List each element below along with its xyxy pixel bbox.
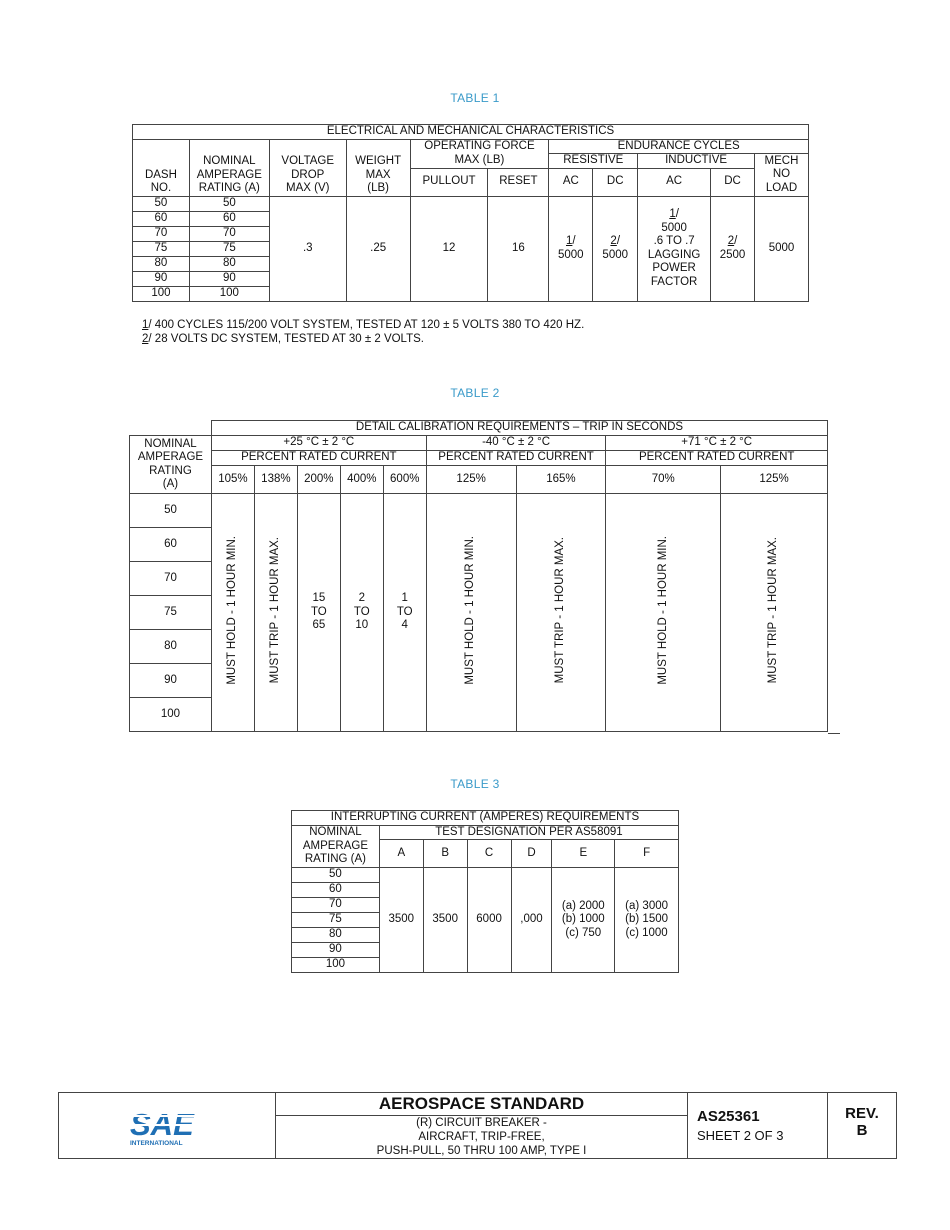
svg-text:SAE: SAE <box>130 1107 194 1142</box>
footnote-2: 2/ 28 VOLTS DC SYSTEM, TESTED AT 30 ± 2 VOLTS. <box>142 333 424 345</box>
document-description: (R) CIRCUIT BREAKER - AIRCRAFT, TRIP-FREE, PUSH-PULL, 50 THRU 100 AMP, TYPE I <box>376 1117 587 1157</box>
amp-cell: 70 <box>189 226 269 241</box>
mech-no-load-value: 5000 <box>754 196 808 301</box>
dash-cell: 70 <box>133 226 190 241</box>
blank-corner <box>130 421 212 436</box>
header-a: A <box>379 840 423 868</box>
standard-title: AEROSPACE STANDARD <box>276 1093 687 1116</box>
header-voltage-drop: VOLTAGE DROP MAX (V) <box>269 139 346 196</box>
resistive-ac-value: 1/ 5000 <box>549 196 593 301</box>
voltage-drop-value: .3 <box>269 196 346 301</box>
table-1 <box>132 124 809 302</box>
must-hold-105: MUST HOLD - 1 HOUR MIN. <box>211 494 254 732</box>
rating-cell: 80 <box>292 928 380 943</box>
header-temp-minus40: -40 °C ± 2 °C <box>426 436 606 451</box>
header-nominal-amperage: NOMINAL AMPERAGE RATING (A) <box>292 825 380 868</box>
must-trip-cold-165: MUST TRIP - 1 HOUR MAX. <box>516 494 606 732</box>
value-c: 6000 <box>467 868 511 973</box>
dash-cell: 80 <box>133 256 190 271</box>
reset-value: 16 <box>488 196 549 301</box>
pct-125-cold: 125% <box>426 466 516 494</box>
value-d: ,000 <box>511 868 552 973</box>
rating-cell: 80 <box>130 630 212 664</box>
must-trip-hot-125: MUST TRIP - 1 HOUR MAX. <box>721 494 828 732</box>
weight-value: .25 <box>346 196 410 301</box>
header-b: B <box>423 840 467 868</box>
header-inductive: INDUCTIVE <box>638 154 755 169</box>
header-resistive-ac: AC <box>549 168 593 196</box>
revision: REV. B <box>845 1105 879 1139</box>
header-operating-force: OPERATING FORCE MAX (LB) <box>410 139 549 168</box>
pct-138: 138% <box>254 466 297 494</box>
header-reset: RESET <box>488 168 549 196</box>
inductive-ac-value: 1/ 5000 .6 TO .7 LAGGING POWER FACTOR <box>638 196 711 301</box>
dash-cell: 75 <box>133 241 190 256</box>
header-d: D <box>511 840 552 868</box>
svg-text:INTERNATIONAL: INTERNATIONAL <box>130 1140 183 1147</box>
header-nominal-amperage: NOMINAL AMPERAGE RATING (A) <box>130 436 212 494</box>
title-cell <box>276 1093 688 1158</box>
must-trip-138: MUST TRIP - 1 HOUR MAX. <box>254 494 297 732</box>
document-number: AS25361 <box>697 1108 760 1125</box>
dash-cell: 100 <box>133 286 190 301</box>
header-percent-rated-current: PERCENT RATED CURRENT <box>426 451 606 466</box>
sae-logo <box>129 1105 199 1147</box>
table-2-caption: TABLE 2 <box>450 386 500 400</box>
pct-200: 200% <box>297 466 340 494</box>
header-resistive-dc: DC <box>593 168 638 196</box>
logo-cell <box>59 1093 276 1158</box>
header-temp-25: +25 °C ± 2 °C <box>211 436 426 451</box>
value-a: 3500 <box>379 868 423 973</box>
header-endurance-cycles: ENDURANCE CYCLES <box>549 139 809 154</box>
range-600: 1 TO 4 <box>383 494 426 732</box>
doc-number-cell <box>688 1093 828 1158</box>
rating-cell: 75 <box>130 596 212 630</box>
pct-105: 105% <box>211 466 254 494</box>
header-percent-rated-current: PERCENT RATED CURRENT <box>211 451 426 466</box>
value-f: (a) 3000 (b) 1500 (c) 1000 <box>615 868 679 973</box>
header-c: C <box>467 840 511 868</box>
header-f: F <box>615 840 679 868</box>
table-2-bottom-extension <box>828 733 840 734</box>
pct-165-cold: 165% <box>516 466 606 494</box>
header-temp-71: +71 °C ± 2 °C <box>606 436 828 451</box>
rating-cell: 70 <box>292 898 380 913</box>
must-hold-cold-125: MUST HOLD - 1 HOUR MIN. <box>426 494 516 732</box>
dash-cell: 90 <box>133 271 190 286</box>
table-1-title: ELECTRICAL AND MECHANICAL CHARACTERISTICS <box>133 125 809 140</box>
table-1-caption: TABLE 1 <box>450 91 500 105</box>
header-weight: WEIGHT MAX (LB) <box>346 139 410 196</box>
amp-cell: 60 <box>189 211 269 226</box>
header-percent-rated-current: PERCENT RATED CURRENT <box>606 451 828 466</box>
header-inductive-ac: AC <box>638 168 711 196</box>
inductive-dc-value: 2/ 2500 <box>711 196 755 301</box>
rating-cell: 60 <box>292 883 380 898</box>
amp-cell: 50 <box>189 196 269 211</box>
rating-cell: 50 <box>292 868 380 883</box>
header-nominal-amperage: NOMINAL AMPERAGE RATING (A) <box>189 139 269 196</box>
header-dash-no: DASH NO. <box>133 139 190 196</box>
header-pullout: PULLOUT <box>410 168 488 196</box>
table-3-caption: TABLE 3 <box>450 777 500 791</box>
table-2-title: DETAIL CALIBRATION REQUIREMENTS – TRIP IN SECONDS <box>211 421 827 436</box>
sheet-number: SHEET 2 OF 3 <box>697 1128 784 1143</box>
pullout-value: 12 <box>410 196 488 301</box>
amp-cell: 100 <box>189 286 269 301</box>
footnote-1: 1/ 400 CYCLES 115/200 VOLT SYSTEM, TESTED AT 120 ± 5 VOLTS 380 TO 420 HZ. <box>142 319 585 331</box>
range-400: 2 TO 10 <box>340 494 383 732</box>
header-mech-no-load: MECH NO LOAD <box>754 154 808 197</box>
sae-logo-icon <box>129 1105 199 1147</box>
header-resistive: RESISTIVE <box>549 154 638 169</box>
amp-cell: 75 <box>189 241 269 256</box>
amp-cell: 80 <box>189 256 269 271</box>
pct-600: 600% <box>383 466 426 494</box>
table-3 <box>291 810 679 973</box>
pct-400: 400% <box>340 466 383 494</box>
value-b: 3500 <box>423 868 467 973</box>
title-block <box>58 1092 897 1159</box>
rating-cell: 50 <box>130 494 212 528</box>
range-200: 15 TO 65 <box>297 494 340 732</box>
table-2 <box>129 420 828 732</box>
rating-cell: 70 <box>130 562 212 596</box>
rating-cell: 60 <box>130 528 212 562</box>
resistive-dc-value: 2/ 5000 <box>593 196 638 301</box>
rating-cell: 90 <box>130 664 212 698</box>
dash-cell: 50 <box>133 196 190 211</box>
table-3-title: INTERRUPTING CURRENT (AMPERES) REQUIREMENTS <box>292 811 679 826</box>
revision-cell <box>828 1093 896 1158</box>
rating-cell: 90 <box>292 943 380 958</box>
value-e: (a) 2000 (b) 1000 (c) 750 <box>552 868 615 973</box>
dash-cell: 60 <box>133 211 190 226</box>
header-test-designation: TEST DESIGNATION PER AS58091 <box>379 825 678 840</box>
pct-125-hot: 125% <box>721 466 828 494</box>
pct-70-hot: 70% <box>606 466 721 494</box>
rating-cell: 100 <box>292 958 380 973</box>
header-inductive-dc: DC <box>711 168 755 196</box>
header-e: E <box>552 840 615 868</box>
rating-cell: 75 <box>292 913 380 928</box>
rating-cell: 100 <box>130 698 212 732</box>
amp-cell: 90 <box>189 271 269 286</box>
must-hold-hot-70: MUST HOLD - 1 HOUR MIN. <box>606 494 721 732</box>
